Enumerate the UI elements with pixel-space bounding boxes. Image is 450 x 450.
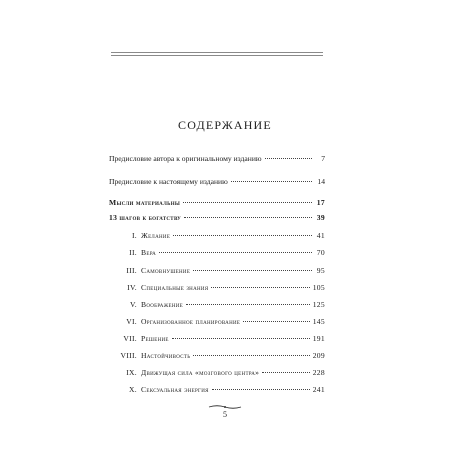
toc-entry-label: Специальные знания <box>141 283 209 292</box>
top-rule <box>111 52 323 53</box>
dot-leader <box>186 304 310 305</box>
toc-entry-label: Желание <box>141 231 171 240</box>
toc-entry-number: IV. <box>127 283 137 292</box>
dot-leader <box>172 338 310 339</box>
toc-entry-preface-original <box>109 153 325 165</box>
toc-entry-page: 95 <box>316 266 325 275</box>
toc-entry-chapter-5 <box>109 299 325 311</box>
toc-entry-label: Предисловие автора к оригинальному изданию <box>109 154 262 163</box>
toc-entry-chapter-4 <box>109 282 325 294</box>
toc-entry-number: III. <box>126 266 137 275</box>
dot-leader <box>183 202 312 203</box>
toc-entry-label: Организованное планирование <box>141 317 241 326</box>
toc-entry-chapter-7 <box>109 333 325 345</box>
toc-entry-label: Движущая сила «мозгового центра» <box>141 368 260 377</box>
page-title: СОДЕРЖАНИЕ <box>178 118 272 132</box>
dot-leader <box>184 217 312 218</box>
dot-leader <box>211 287 309 288</box>
toc-entry-page: 17 <box>316 198 325 207</box>
dot-leader <box>193 355 309 356</box>
top-rule-second <box>111 55 323 56</box>
dot-leader <box>231 181 312 182</box>
toc-entry-page: 145 <box>312 317 325 326</box>
toc-entry-page: 191 <box>312 334 325 343</box>
page-number: 5 <box>223 410 227 419</box>
toc-entry-chapter-2 <box>109 247 325 259</box>
toc-entry-chapter-8 <box>109 350 325 362</box>
toc-entry-chapter-6 <box>109 316 325 328</box>
toc-entry-chapter-10 <box>109 384 325 396</box>
toc-entry-number: V. <box>129 300 137 309</box>
dot-leader <box>159 252 312 253</box>
toc-entry-label: Решение <box>141 334 169 343</box>
toc-entry-chapter-1 <box>109 230 325 242</box>
toc-entry-label: Настойчивость <box>141 351 191 360</box>
dot-leader <box>193 270 312 271</box>
toc-entry-label: 13 шагов к богатству <box>109 213 182 222</box>
toc-entry-page: 241 <box>312 385 325 394</box>
toc-entry-page: 209 <box>312 351 325 360</box>
toc-entry-preface-current <box>109 176 325 188</box>
toc-entry-number: II. <box>129 248 137 257</box>
dot-leader <box>212 389 310 390</box>
toc-entry-label: Мысли материальны <box>109 198 181 207</box>
toc-entry-number: VIII. <box>120 351 137 360</box>
dot-leader <box>243 321 309 322</box>
toc-entry-label: Воображение <box>141 300 184 309</box>
toc-entry-chapter-3 <box>109 265 325 277</box>
dot-leader <box>173 235 312 236</box>
toc-entry-page: 7 <box>321 154 325 163</box>
toc-entry-page: 70 <box>316 248 325 257</box>
toc-entry-page: 125 <box>312 300 325 309</box>
toc-entry-page: 228 <box>312 368 325 377</box>
toc-entry-page: 41 <box>316 231 325 240</box>
toc-entry-label: Сексуальная энергия <box>141 385 209 394</box>
toc-entry-part-2 <box>109 212 325 224</box>
dot-leader <box>262 372 309 373</box>
toc-entry-chapter-9 <box>109 367 325 379</box>
dot-leader <box>265 158 312 159</box>
toc-entry-number: I. <box>131 231 137 240</box>
toc-entry-label: Предисловие к настоящему изданию <box>109 177 228 186</box>
toc-entry-part-1 <box>109 197 325 209</box>
toc-entry-label: Самовнушение <box>141 266 191 275</box>
toc-entry-page: 39 <box>316 213 325 222</box>
toc-entry-number: VII. <box>123 334 137 343</box>
toc-entry-number: X. <box>129 385 137 394</box>
toc-entry-number: IX. <box>126 368 137 377</box>
toc-entry-label: Вера <box>141 248 157 257</box>
toc-entry-number: VI. <box>126 317 137 326</box>
toc-entry-page: 105 <box>312 283 325 292</box>
toc-entry-page: 14 <box>317 177 325 186</box>
